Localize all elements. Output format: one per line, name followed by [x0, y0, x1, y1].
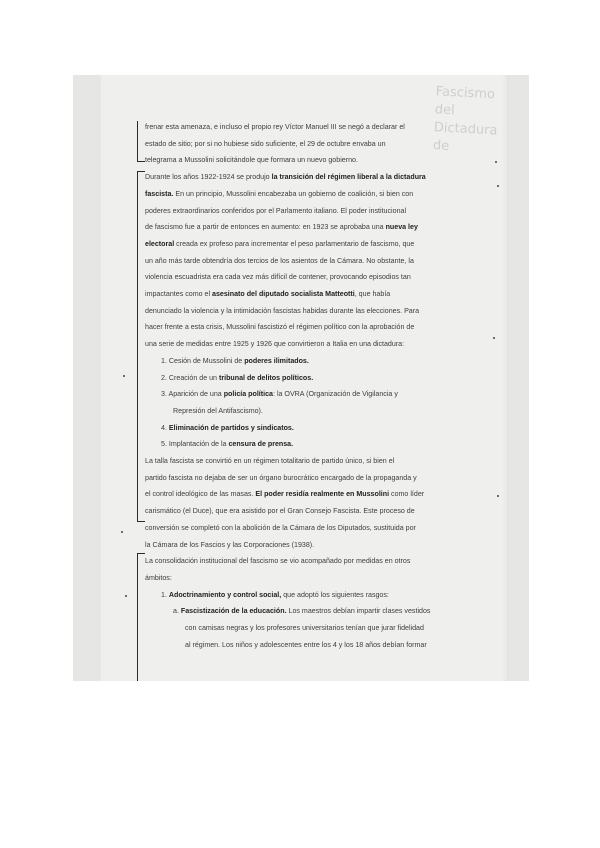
paper-sheet [101, 75, 509, 681]
text-line: de fascismo fue a partir de entonces en aumento: en 1923 se aprobaba una nueva ley [145, 223, 418, 232]
bold-phrase: nueva ley [385, 223, 418, 232]
margin-mark [497, 185, 499, 187]
text-line: violencia escuadrista era cada vez más difícil de contener, provocando episodios tan [145, 273, 411, 282]
text-line: 5. Implantación de la censura de prensa. [161, 440, 294, 449]
bleed-word: Dictadura [433, 120, 498, 139]
bracket-tick [137, 171, 145, 172]
text-line: ámbitos: [145, 573, 172, 582]
bold-phrase: policía política [223, 390, 273, 399]
text-line: una serie de medidas entre 1925 y 1926 que convirtieron a Italia en una dictadura: [145, 340, 405, 349]
text-line: 4. Eliminación de partidos y sindicatos. [161, 423, 294, 432]
text-line: La consolidación institucional del fascismo se vio acompañado por medidas en otros [145, 557, 411, 566]
text-line: fascista. En un principio, Mussolini encabezaba un gobierno de coalición, si bien con [145, 189, 414, 198]
bleed-word: Fascismo [435, 84, 496, 103]
text-line: conversión se completó con la abolición de la Cámara de los Diputados, sustituida por [145, 523, 416, 532]
bold-phrase: El poder residía realmente en Mussolini [255, 490, 390, 499]
bold-phrase: fascista. [145, 189, 174, 198]
margin-mark [125, 595, 127, 597]
text-line: un año más tarde obtendría dos tercios de los asientos de la Cámara. No obstante, la [145, 256, 414, 265]
text-line: el control ideológico de las masas. El poder residía realmente en Mussolini como líder [145, 490, 425, 499]
bracket-tick [137, 161, 145, 162]
margin-mark [497, 495, 499, 497]
margin-bracket [137, 171, 138, 521]
text-line: denunciado la violencia y la intimidación fascistas habidas durante las elecciones. Para [145, 306, 420, 315]
bold-phrase: Eliminación de partidos y sindicatos. [168, 423, 294, 432]
margin-bracket [137, 121, 138, 161]
text-line: carismático (el Duce), que era asistido por el Gran Consejo Fascista. Este proceso de [145, 507, 415, 516]
bleed-word: del [434, 102, 456, 119]
text-line: 1. Cesión de Mussolini de poderes ilimitados. [161, 356, 309, 365]
text-line: Durante los años 1922-1924 se produjo la transición del régimen liberal a la dictadura [145, 173, 426, 182]
text-line: al régimen. Los niños y adolescentes entre los 4 y los 18 años debían formar [185, 640, 427, 649]
bracket-tick [137, 553, 145, 554]
text-line: a. Fascistización de la educación. Los maestros debían impartir clases vestidos [173, 607, 431, 616]
bold-phrase: censura de prensa. [228, 440, 294, 449]
margin-bracket [137, 553, 138, 681]
bold-phrase: tribunal de delitos políticos. [218, 373, 314, 382]
bold-phrase: electoral [145, 239, 175, 248]
text-line: impactantes como el asesinato del diputado socialista Matteotti, que había [145, 290, 391, 299]
document-body [145, 119, 497, 654]
text-line: poderes extraordinarios conferidos por el Parlamento italiano. El poder institucional [145, 206, 407, 215]
bracket-tick [137, 521, 145, 522]
text-line: 2. Creación de un tribunal de delitos políticos. [161, 373, 314, 382]
bold-phrase: Fascistización de la educación. [180, 607, 287, 616]
text-line: estado de sitio; por si no hubiese sido suficiente, el 29 de octubre envaba un [145, 139, 386, 148]
bleed-word: de [432, 138, 450, 155]
text-line: electoral creada ex profeso para incrementar el peso parlamentario de fascismo, que [145, 239, 415, 248]
document-photo [73, 75, 529, 681]
text-line: partido fascista no dejaba de ser un órgano burocrático encargado de la propaganda y [145, 473, 417, 482]
bold-phrase: la transición del régimen liberal a la dictadura [271, 173, 426, 182]
text-line: con camisas negras y los profesores universitarios tenían que jurar fidelidad [185, 624, 424, 633]
text-line: hacer frente a esta crisis, Mussolini fascistizó el régimen político con la aprobación de [145, 323, 415, 332]
bold-phrase: Adoctrinamiento y control social, [168, 590, 282, 599]
text-line: La talla fascista se convirtió en un régimen totalitario de partido único, si bien el [145, 457, 395, 466]
margin-mark [121, 531, 123, 533]
text-line: Represión del Antifascismo). [173, 406, 263, 415]
text-line: la Cámara de los Fascios y las Corporaciones (1938). [145, 540, 315, 549]
bold-phrase: asesinato del diputado socialista Matteotti [212, 290, 355, 299]
text-line: frenar esta amenaza, e incluso el propio rey Víctor Manuel III se negó a declarar el [145, 123, 405, 131]
margin-mark [123, 375, 125, 377]
bold-phrase: poderes ilimitados. [244, 356, 309, 365]
text-line: 1. Adoctrinamiento y control social, que adoptó los siguientes rasgos: [161, 590, 389, 599]
text-line: 3. Aparición de una policía política: la OVRA (Organización de Vigilancia y [161, 390, 398, 399]
text-line: telegrama a Mussolini solicitándole que formara un nuevo gobierno. [145, 156, 358, 165]
